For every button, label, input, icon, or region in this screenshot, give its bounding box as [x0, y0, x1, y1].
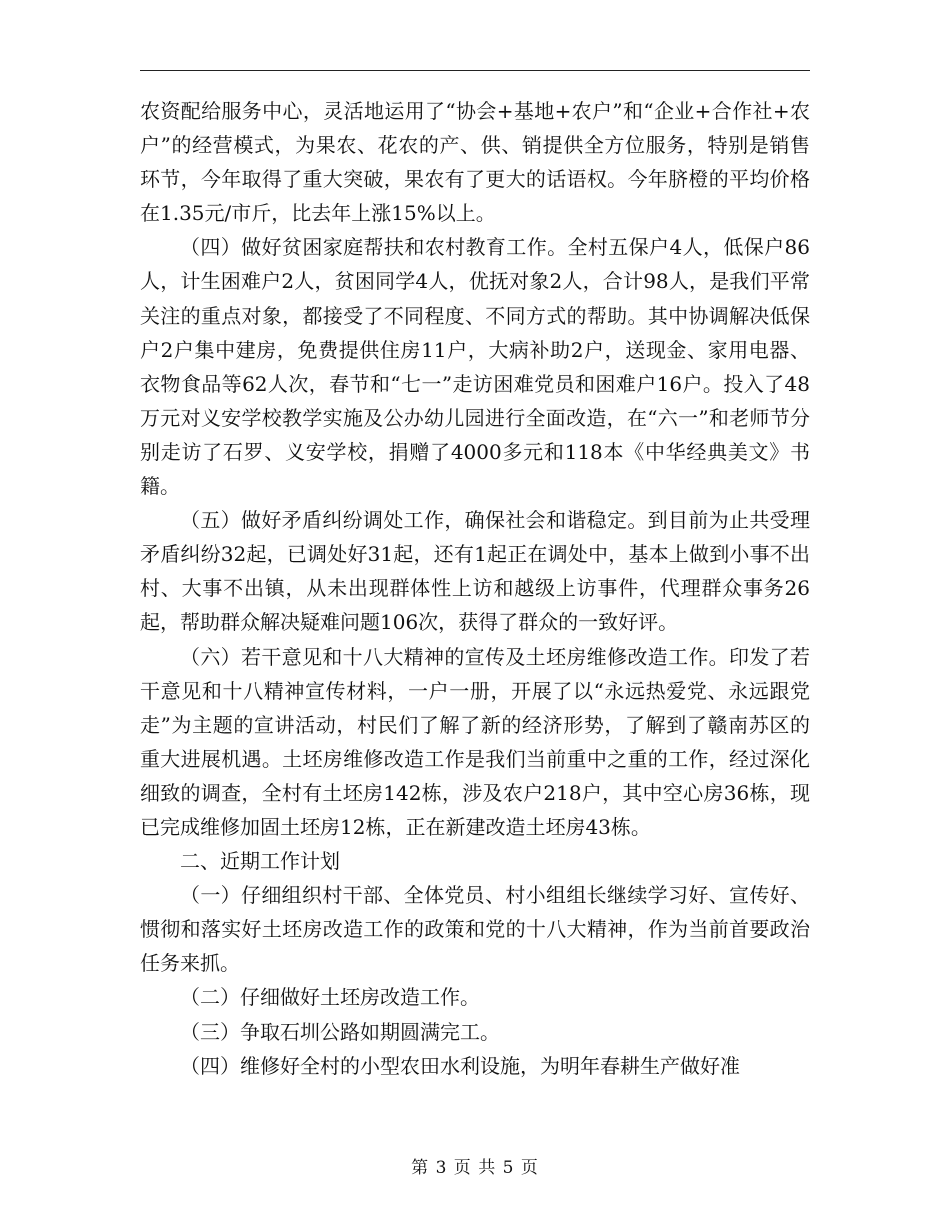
plan-item-1: （一）仔细组织村干部、全体党员、村小组组长继续学习好、宣传好、惯彻和落实好土坯房改造工作的政策和党的十八大精神，作为当前首要政治任务来抓。 — [140, 883, 810, 976]
plan-item-2: （二）仔细做好土坯房改造工作。 — [180, 985, 480, 1010]
paragraph-section-6: （六）若干意见和十八大精神的宣传及土坯房维修改造工作。印发了若干意见和十八精神宣传材料，一户一册，开展了以“永远热爱党、永远跟党走”为主题的宣讲活动，村民们了解了新的经济形势，了解到了赣南苏区的重大进展机遇。土坯房维修改造工作是我们当前重中之重的工作，经过深化细致的调查，全村有土坯房142栋，涉及农户218户，其中空心房36栋，现已完成维修加固土坯房12栋，正在新建改造土坯房43栋。 — [140, 644, 810, 839]
plan-item-4: （四）维修好全村的小型农田水利设施，为明年春耕生产做好准 — [180, 1053, 740, 1078]
paragraph-section-4: （四）做好贫困家庭帮扶和农村教育工作。全村五保户4人，低保户86人，计生困难户2人，贫困同学4人，优抚对象2人，合计98人，是我们平常关注的重点对象，都接受了不同程度、不同方式的帮助。其中协调解决低保户2户集中建房，免费提供住房11户，大病补助2户，送现金、家用电器、衣物食品等62人次，春节和“七一”走访困难党员和困难户16户。投入了48万元对义安学校教学实施及公办幼儿园进行全面改造，在“六一”和老师节分别走访了石罗、义安学校，捐赠了4000多元和118本《中华经典美文》书籍。 — [140, 235, 810, 499]
header-rule — [140, 70, 810, 71]
paragraph-section-5: （五）做好矛盾纠纷调处工作，确保社会和谐稳定。到目前为止共受理矛盾纠纷32起，已调处好31起，还有1起正在调处中，基本上做到小事不出村、大事不出镇，从未出现群体性上访和越级上访事件，代理群众事务26起，帮助群众解决疑难问题106次，获得了群众的一致好评。 — [140, 508, 810, 635]
document-body — [140, 94, 810, 1083]
section-heading-plan: 二、近期工作计划 — [180, 849, 340, 874]
plan-item-3: （三）争取石圳公路如期圆满完工。 — [180, 1019, 500, 1044]
paragraph-continuation: 农资配给服务中心，灵活地运用了“协会+基地+农户”和“企业+合作社+农户”的经营模式，为果农、花农的产、供、销提供全方位服务，特别是销售环节，今年取得了重大突破，果农有了更大的话语权。今年脐橙的平均价格在1.35元/市斤，比去年上涨15%以上。 — [140, 99, 810, 226]
page-footer: 第 3 页 共 5 页 — [411, 1158, 539, 1178]
